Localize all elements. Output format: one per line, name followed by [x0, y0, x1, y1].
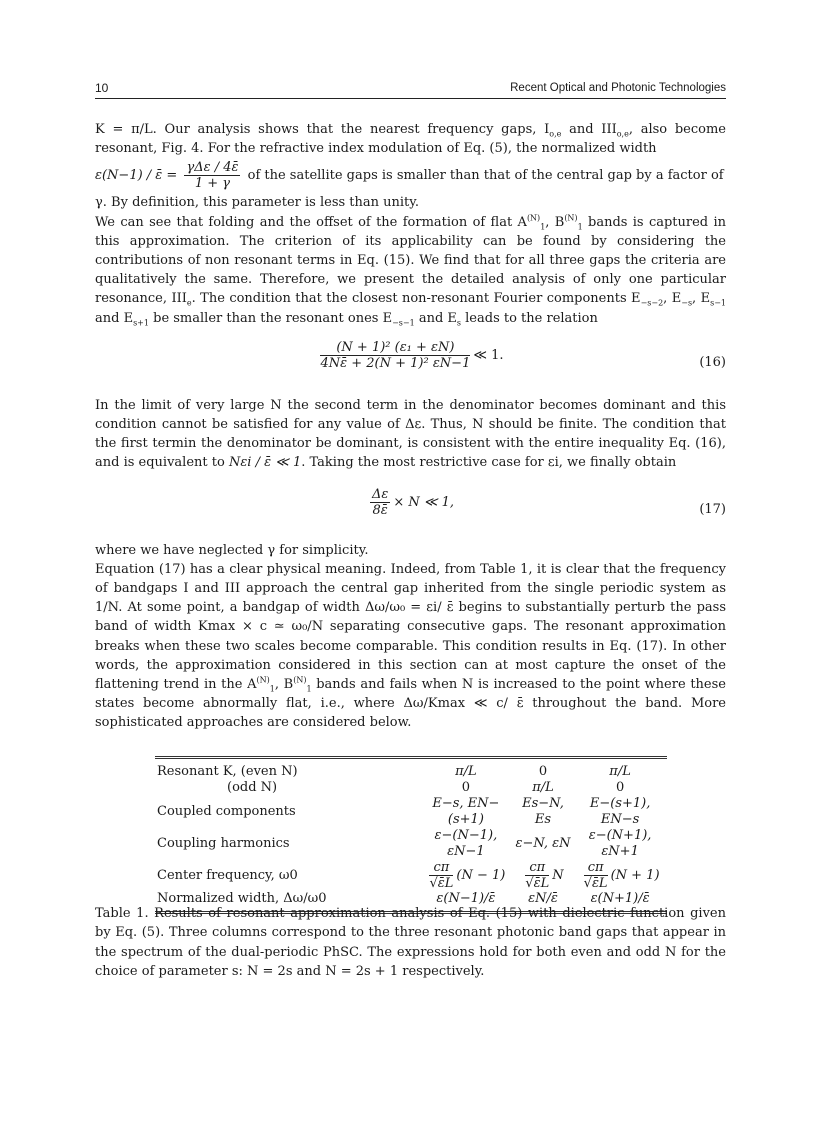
paragraph-1: K = π/L. Our analysis shows that the nearest frequency gaps, $I_{o,e}$ and $III_{o,e}$, also become resonant, Fig. 4. For the refractive index modulation of Eq. (5), the normalized width [95, 122, 726, 157]
equation-16: $\frac{\text{(N + 1)² (ε₁ + εN)}}{\text{4Nε̄ + 2(N + 1)² εN−1}}$ ≪ 1. (16) [320, 339, 726, 371]
results-table [155, 756, 667, 914]
table-row: Coupled components E−s, EN−(s+1) Es−N, Es E−(s+1), EN−s [157, 796, 651, 827]
table-row: Resonant K, (even N) π/L 0 π/L [155, 758, 667, 781]
page-number: 10 [95, 81, 109, 95]
body-text [95, 120, 726, 733]
equation-16-number: (16) [699, 354, 726, 370]
paragraph-4: where we have neglected γ for simplicity. [95, 542, 369, 558]
normalized-width-fraction: $\frac{\text{γΔε / 4ε̄}}{1 + \gamma}$ [186, 160, 239, 192]
table-row: Normalized width, Δω/ω0 ε(N−1)/ε̄ εN/ε̄ ε(N+1)/ε̄ [155, 891, 667, 913]
paragraph-5: Equation (17) has a clear physical meaning. Indeed, from Table 1, it is clear that the frequency of bandgaps I and III approach the central gap inherited from the single periodic system as 1/N. At some point, a bandgap of width Δω/ω₀ = εi/ ε̄ begins to substantially perturb the pass band of width Kmax × c ≃ ω₀/N separating consecutive gaps. The resonant approximation breaks when these two scales become comparable. This condition results in Eq. (17). In other words, the approximation considered in this section can at most capture the onset of the flattening trend in the $A^{(N)}_1$, $B^{(N)}_1$ bands and fails when N is increased to the point where these states become abnormally flat, i.e., where Δω/Kmax ≪ c/ ε̄ throughout the band. More sophisticated approaches are considered below. [95, 561, 726, 731]
equation-17-number: (17) [699, 501, 726, 517]
paragraph-1-formula-line: ε(N−1) / ε̄ = $\frac{\text{γΔε / 4ε̄}}{1 + \gamma}$ of the satellite gaps is smaller than that of the central gap by a factor of [95, 160, 724, 192]
table-row: (odd N) 0 π/L 0 [227, 780, 625, 795]
equation-16-fraction: $\frac{\text{(N + 1)² (ε₁ + εN)}}{\text{4Nε̄ + 2(N + 1)² εN−1}}$ [320, 339, 471, 371]
paragraph-2: We can see that folding and the offset of the formation of flat $A^{(N)}_1$, $B^{(N)}_1$ bands is captured in this approximation. The criterion of its applicability can be found by considering the contributions of non resonant terms in Eq. (15). We find that for all three gaps the criteria are qualitatively the same. Therefore, we present the detailed analysis of only one particular resonance, $III_e$. The condition that the closest non-resonant Fourier components $E_{-s-2}$, $E_{-s}$, $E_{s-1}$ and $E_{s+1}$ be smaller than the resonant ones $E_{-s-1}$ and $E_s$ leads to the relation [95, 213, 727, 328]
table-caption: Table 1. Results of resonant approximation analysis of Eq. (15) with dielectric function given by Eq. (5). Three columns correspond to the three resonant photonic band gaps that appear in the spectrum of the dual-periodic PhSC. The expressions hold for both even and odd N for the choice of parameter s: N = 2s and N = 2s + 1 respectively. [95, 906, 726, 979]
equation-17-fraction: $\frac{\Delta\varepsilon}{8\varepsilon̄}$ [371, 486, 389, 518]
equation-17: $\frac{\Delta\varepsilon}{8\varepsilon̄}$ × N ≪ 1, (17) [371, 486, 726, 518]
running-header [95, 80, 726, 99]
table-row: Center frequency, ω0 $\frac{c\pi}{√\varepsilon̄L}$ (N − 1) $\frac{c\pi}{√\varepsilon̄L}$ N $\frac{c\pi}{√\varepsilon̄L}$ (N + 1) [157, 860, 660, 891]
paragraph-1-end: γ. By definition, this parameter is less than unity. [95, 195, 420, 211]
normalized-width-lhs: ε(N−1) / ε̄ = [95, 168, 178, 184]
paragraph-3: In the limit of very large N the second term in the denominator becomes dominant and this condition cannot be satisfied for any value of Δε. Thus, N should be finite. The condition that the first termin the denominator be dominant, is consistent with the entire inequality Eq. (16), and is equivalent to Nεi / ε̄ ≪ 1. Taking the most restrictive case for εi, we finally obtain [95, 397, 726, 471]
running-title: Recent Optical and Photonic Technologies [510, 82, 726, 94]
table-row: Coupling harmonics ε−(N−1), εN−1 ε−N, εN ε−(N+1), εN+1 [157, 828, 652, 859]
